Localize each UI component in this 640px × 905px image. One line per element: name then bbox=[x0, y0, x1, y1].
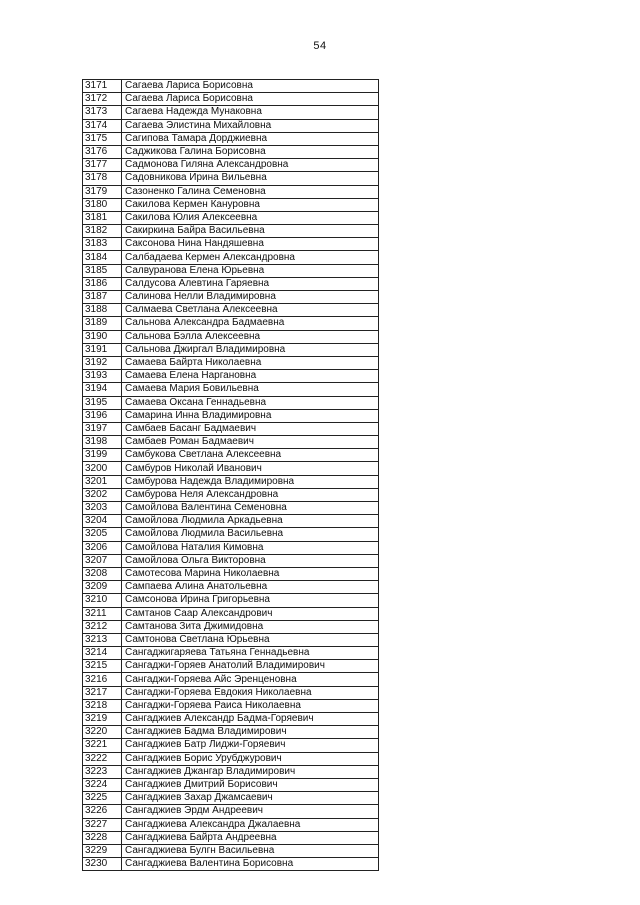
person-name-cell: Сангаджи-Горяев Анатолий Владимирович bbox=[122, 660, 379, 673]
person-name-cell: Самтанов Саар Александрович bbox=[122, 607, 379, 620]
person-name-cell: Сальнова Бэлла Алексеевна bbox=[122, 330, 379, 343]
row-number-cell: 3175 bbox=[83, 132, 122, 145]
table-row bbox=[83, 383, 379, 396]
table-row bbox=[83, 317, 379, 330]
person-name-cell: Сангаджиева Байрта Андреевна bbox=[122, 831, 379, 844]
row-number-cell: 3212 bbox=[83, 620, 122, 633]
person-name-cell: Самойлова Валентина Семеновна bbox=[122, 502, 379, 515]
person-name-cell: Сангаджи-Горяева Айс Эренценовна bbox=[122, 673, 379, 686]
row-number-cell: 3205 bbox=[83, 528, 122, 541]
row-number-cell: 3174 bbox=[83, 119, 122, 132]
table-row bbox=[83, 752, 379, 765]
row-number-cell: 3207 bbox=[83, 554, 122, 567]
row-number-cell: 3202 bbox=[83, 488, 122, 501]
person-name-cell: Салбадаева Кермен Александровна bbox=[122, 251, 379, 264]
person-name-cell: Самаева Елена Наргановна bbox=[122, 370, 379, 383]
row-number-cell: 3210 bbox=[83, 594, 122, 607]
table-row bbox=[83, 831, 379, 844]
row-number-cell: 3198 bbox=[83, 436, 122, 449]
person-name-cell: Самтанова Зита Джимидовна bbox=[122, 620, 379, 633]
person-name-cell: Сангаджиев Бадма Владимирович bbox=[122, 726, 379, 739]
row-number-cell: 3206 bbox=[83, 541, 122, 554]
person-name-cell: Самойлова Людмила Аркадьевна bbox=[122, 515, 379, 528]
table-row bbox=[83, 225, 379, 238]
row-number-cell: 3181 bbox=[83, 211, 122, 224]
person-name-cell: Самойлова Ольга Викторовна bbox=[122, 554, 379, 567]
row-number-cell: 3184 bbox=[83, 251, 122, 264]
person-name-cell: Сангаджиева Булгн Васильевна bbox=[122, 844, 379, 857]
row-number-cell: 3219 bbox=[83, 713, 122, 726]
person-name-cell: Самаева Байрта Николаевна bbox=[122, 356, 379, 369]
row-number-cell: 3224 bbox=[83, 778, 122, 791]
person-name-cell: Сакилова Юлия Алексеевна bbox=[122, 211, 379, 224]
table-row bbox=[83, 80, 379, 93]
table-row bbox=[83, 251, 379, 264]
person-name-cell: Самарина Инна Владимировна bbox=[122, 409, 379, 422]
person-name-cell: Салинова Нелли Владимировна bbox=[122, 291, 379, 304]
table-row bbox=[83, 620, 379, 633]
row-number-cell: 3203 bbox=[83, 502, 122, 515]
row-number-cell: 3173 bbox=[83, 106, 122, 119]
table-row bbox=[83, 396, 379, 409]
row-number-cell: 3179 bbox=[83, 185, 122, 198]
row-number-cell: 3196 bbox=[83, 409, 122, 422]
table-row bbox=[83, 699, 379, 712]
row-number-cell: 3177 bbox=[83, 159, 122, 172]
table-row bbox=[83, 844, 379, 857]
row-number-cell: 3190 bbox=[83, 330, 122, 343]
row-number-cell: 3209 bbox=[83, 581, 122, 594]
table-row bbox=[83, 726, 379, 739]
row-number-cell: 3229 bbox=[83, 844, 122, 857]
row-number-cell: 3192 bbox=[83, 356, 122, 369]
row-number-cell: 3178 bbox=[83, 172, 122, 185]
table-row bbox=[83, 106, 379, 119]
person-name-cell: Самойлова Людмила Васильевна bbox=[122, 528, 379, 541]
person-name-cell: Сангаджиев Борис Урубджурович bbox=[122, 752, 379, 765]
table-row bbox=[83, 422, 379, 435]
row-number-cell: 3187 bbox=[83, 291, 122, 304]
person-name-cell: Сагаева Лариса Борисовна bbox=[122, 93, 379, 106]
table-row bbox=[83, 858, 379, 871]
row-number-cell: 3220 bbox=[83, 726, 122, 739]
person-name-cell: Сангаджи-Горяева Евдокия Николаевна bbox=[122, 686, 379, 699]
person-name-cell: Саджикова Галина Борисовна bbox=[122, 145, 379, 158]
table-row bbox=[83, 792, 379, 805]
person-name-cell: Саксонова Нина Нандяшевна bbox=[122, 238, 379, 251]
person-name-cell: Садмонова Гиляна Александровна bbox=[122, 159, 379, 172]
table-row bbox=[83, 291, 379, 304]
person-name-cell: Самотесова Марина Николаевна bbox=[122, 567, 379, 580]
row-number-cell: 3215 bbox=[83, 660, 122, 673]
row-number-cell: 3183 bbox=[83, 238, 122, 251]
row-number-cell: 3186 bbox=[83, 277, 122, 290]
row-number-cell: 3213 bbox=[83, 633, 122, 646]
table-row bbox=[83, 581, 379, 594]
row-number-cell: 3171 bbox=[83, 80, 122, 93]
table-row bbox=[83, 502, 379, 515]
table-row bbox=[83, 805, 379, 818]
table-row bbox=[83, 554, 379, 567]
table-row bbox=[83, 409, 379, 422]
table-row bbox=[83, 660, 379, 673]
row-number-cell: 3188 bbox=[83, 304, 122, 317]
row-number-cell: 3199 bbox=[83, 449, 122, 462]
row-number-cell: 3197 bbox=[83, 422, 122, 435]
table-row bbox=[83, 647, 379, 660]
person-name-cell: Сангаджиев Александр Бадма-Горяевич bbox=[122, 713, 379, 726]
table-row bbox=[83, 436, 379, 449]
person-name-cell: Самаева Оксана Геннадьевна bbox=[122, 396, 379, 409]
person-name-cell: Сангаджигаряева Татьяна Геннадьевна bbox=[122, 647, 379, 660]
row-number-cell: 3208 bbox=[83, 567, 122, 580]
person-name-cell: Сазоненко Галина Семеновна bbox=[122, 185, 379, 198]
row-number-cell: 3180 bbox=[83, 198, 122, 211]
person-name-cell: Самбурова Надежда Владимировна bbox=[122, 475, 379, 488]
row-number-cell: 3226 bbox=[83, 805, 122, 818]
person-name-cell: Сакилова Кермен Кануровна bbox=[122, 198, 379, 211]
table-row bbox=[83, 211, 379, 224]
row-number-cell: 3217 bbox=[83, 686, 122, 699]
person-name-cell: Сангаджиев Дмитрий Борисович bbox=[122, 778, 379, 791]
person-name-cell: Салдусова Алевтина Гаряевна bbox=[122, 277, 379, 290]
row-number-cell: 3172 bbox=[83, 93, 122, 106]
table-row bbox=[83, 238, 379, 251]
person-name-cell: Самойлова Наталия Кимовна bbox=[122, 541, 379, 554]
table-row bbox=[83, 594, 379, 607]
table-row bbox=[83, 515, 379, 528]
row-number-cell: 3230 bbox=[83, 858, 122, 871]
person-name-cell: Самаева Мария Бовильевна bbox=[122, 383, 379, 396]
roster-table bbox=[82, 79, 379, 871]
person-name-cell: Сагаева Элистина Михайловна bbox=[122, 119, 379, 132]
row-number-cell: 3176 bbox=[83, 145, 122, 158]
table-row bbox=[83, 159, 379, 172]
table-row bbox=[83, 778, 379, 791]
person-name-cell: Самбуров Николай Иванович bbox=[122, 462, 379, 475]
table-row bbox=[83, 172, 379, 185]
person-name-cell: Салвуранова Елена Юрьевна bbox=[122, 264, 379, 277]
row-number-cell: 3218 bbox=[83, 699, 122, 712]
row-number-cell: 3204 bbox=[83, 515, 122, 528]
person-name-cell: Сангаджиев Захар Джамсаевич bbox=[122, 792, 379, 805]
person-name-cell: Сангаджи-Горяева Раиса Николаевна bbox=[122, 699, 379, 712]
person-name-cell: Самбаев Басанг Бадмаевич bbox=[122, 422, 379, 435]
table-row bbox=[83, 145, 379, 158]
row-number-cell: 3223 bbox=[83, 765, 122, 778]
roster-table-body bbox=[83, 80, 379, 871]
person-name-cell: Салмаева Светлана Алексеевна bbox=[122, 304, 379, 317]
row-number-cell: 3200 bbox=[83, 462, 122, 475]
table-row bbox=[83, 765, 379, 778]
person-name-cell: Сангаджиева Валентина Борисовна bbox=[122, 858, 379, 871]
table-row bbox=[83, 343, 379, 356]
person-name-cell: Сангаджиев Батр Лиджи-Горяевич bbox=[122, 739, 379, 752]
table-row bbox=[83, 264, 379, 277]
person-name-cell: Садовникова Ирина Вильевна bbox=[122, 172, 379, 185]
person-name-cell: Самтонова Светлана Юрьевна bbox=[122, 633, 379, 646]
table-row bbox=[83, 132, 379, 145]
table-row bbox=[83, 686, 379, 699]
person-name-cell: Сакиркина Байра Васильевна bbox=[122, 225, 379, 238]
table-row bbox=[83, 449, 379, 462]
row-number-cell: 3221 bbox=[83, 739, 122, 752]
table-row bbox=[83, 119, 379, 132]
person-name-cell: Сагаева Надежда Мунаковна bbox=[122, 106, 379, 119]
table-row bbox=[83, 673, 379, 686]
table-row bbox=[83, 528, 379, 541]
row-number-cell: 3185 bbox=[83, 264, 122, 277]
table-row bbox=[83, 93, 379, 106]
table-row bbox=[83, 462, 379, 475]
table-row bbox=[83, 277, 379, 290]
row-number-cell: 3214 bbox=[83, 647, 122, 660]
row-number-cell: 3194 bbox=[83, 383, 122, 396]
row-number-cell: 3228 bbox=[83, 831, 122, 844]
person-name-cell: Самбукова Светлана Алексеевна bbox=[122, 449, 379, 462]
person-name-cell: Сальнова Джиргал Владимировна bbox=[122, 343, 379, 356]
table-row bbox=[83, 541, 379, 554]
row-number-cell: 3182 bbox=[83, 225, 122, 238]
table-row bbox=[83, 198, 379, 211]
person-name-cell: Самбурова Неля Александровна bbox=[122, 488, 379, 501]
table-row bbox=[83, 739, 379, 752]
row-number-cell: 3211 bbox=[83, 607, 122, 620]
row-number-cell: 3227 bbox=[83, 818, 122, 831]
person-name-cell: Сагипова Тамара Дорджиевна bbox=[122, 132, 379, 145]
row-number-cell: 3189 bbox=[83, 317, 122, 330]
person-name-cell: Самбаев Роман Бадмаевич bbox=[122, 436, 379, 449]
row-number-cell: 3222 bbox=[83, 752, 122, 765]
row-number-cell: 3195 bbox=[83, 396, 122, 409]
row-number-cell: 3216 bbox=[83, 673, 122, 686]
row-number-cell: 3225 bbox=[83, 792, 122, 805]
person-name-cell: Сангаджиева Александра Джалаевна bbox=[122, 818, 379, 831]
table-row bbox=[83, 185, 379, 198]
person-name-cell: Сагаева Лариса Борисовна bbox=[122, 80, 379, 93]
person-name-cell: Сальнова Александра Бадмаевна bbox=[122, 317, 379, 330]
table-row bbox=[83, 356, 379, 369]
row-number-cell: 3193 bbox=[83, 370, 122, 383]
person-name-cell: Сангаджиев Джангар Владимирович bbox=[122, 765, 379, 778]
table-row bbox=[83, 304, 379, 317]
table-row bbox=[83, 567, 379, 580]
table-row bbox=[83, 475, 379, 488]
person-name-cell: Самсонова Ирина Григорьевна bbox=[122, 594, 379, 607]
table-row bbox=[83, 818, 379, 831]
table-row bbox=[83, 330, 379, 343]
row-number-cell: 3201 bbox=[83, 475, 122, 488]
page-number: 54 bbox=[313, 40, 327, 52]
table-row bbox=[83, 713, 379, 726]
table-row bbox=[83, 488, 379, 501]
row-number-cell: 3191 bbox=[83, 343, 122, 356]
table-row bbox=[83, 370, 379, 383]
person-name-cell: Сангаджиев Эрдм Андреевич bbox=[122, 805, 379, 818]
table-row bbox=[83, 607, 379, 620]
table-row bbox=[83, 633, 379, 646]
person-name-cell: Сампаева Алина Анатольевна bbox=[122, 581, 379, 594]
